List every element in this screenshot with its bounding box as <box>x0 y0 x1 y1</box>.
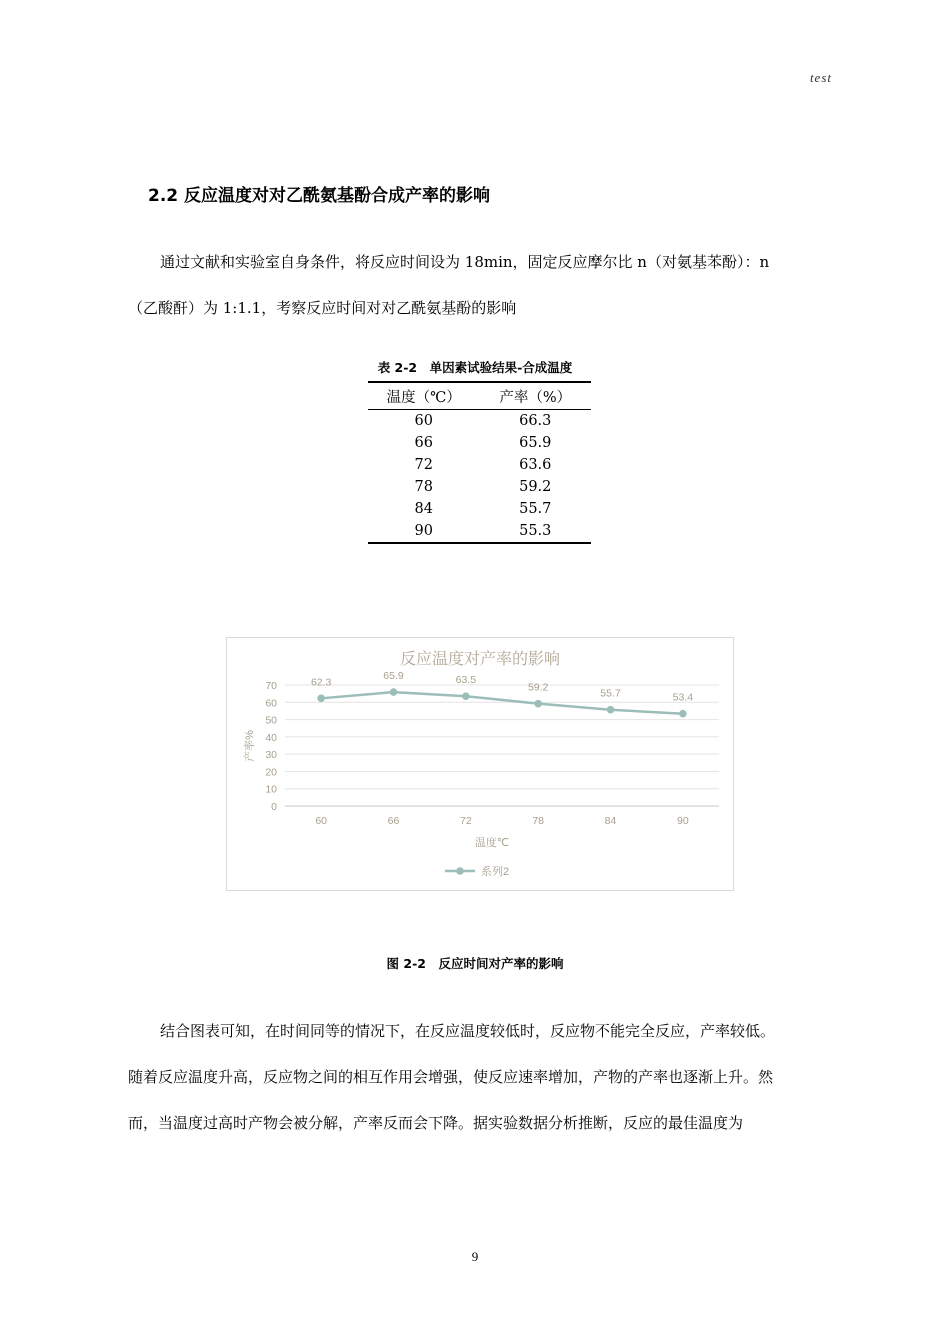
legend-label: 系列2 <box>481 866 510 878</box>
data-label: 59.2 <box>527 681 549 694</box>
y-tick-label: 20 <box>265 766 277 779</box>
data-point <box>534 700 542 708</box>
y-axis-title: 产率% <box>244 730 256 762</box>
cell-temperature: 90 <box>368 520 480 543</box>
legend-swatch-marker <box>456 867 464 875</box>
cell-yield: 66.3 <box>519 413 552 429</box>
data-point <box>607 706 615 714</box>
y-tick-label: 10 <box>265 783 277 796</box>
intro-paragraph <box>128 239 836 331</box>
series-line <box>321 692 683 714</box>
running-header: test <box>809 70 832 85</box>
table-row <box>368 454 591 476</box>
y-tick-label: 40 <box>265 731 277 744</box>
cell-yield: 65.9 <box>519 435 552 451</box>
x-tick-label: 60 <box>315 815 328 827</box>
cell-yield: 63.6 <box>519 457 552 473</box>
table-row <box>368 476 591 498</box>
cell-temperature: 72 <box>414 457 433 473</box>
cell-yield: 55.3 <box>480 520 592 543</box>
data-label: 53.4 <box>672 691 694 704</box>
x-tick-label: 66 <box>387 815 400 827</box>
cell-temperature: 60 <box>414 413 433 429</box>
x-tick-label: 90 <box>676 815 689 827</box>
table-row <box>368 432 591 454</box>
table-row <box>368 410 591 433</box>
data-label: 63.5 <box>455 674 477 687</box>
data-label: 55.7 <box>600 687 621 700</box>
conclusion-paragraph <box>128 1008 836 1146</box>
y-tick-label: 50 <box>265 714 277 727</box>
y-tick-label: 70 <box>265 680 277 692</box>
x-tick-label: 78 <box>532 815 545 827</box>
yield-chart <box>226 637 734 891</box>
cell-temperature: 84 <box>414 501 433 517</box>
data-point <box>462 692 470 700</box>
figure-caption: 图 2-2 反应时间对产率的影响 <box>386 956 564 971</box>
data-label: 62.3 <box>310 676 332 689</box>
conclusion-line-3: 而，当温度过高时产物会被分解，产率反而会下降。据实验数据分析推断，反应的最佳温度为 <box>128 1114 744 1132</box>
table-caption: 表 2-2 单因素试验结果-合成温度 <box>377 360 573 375</box>
chart-title: 反应温度对产率的影响 <box>399 651 561 668</box>
header-temperature: 温度（℃） <box>368 382 480 410</box>
y-tick-label: 0 <box>271 801 277 813</box>
header-yield: 产率（%） <box>480 382 592 410</box>
x-tick-label: 84 <box>604 815 617 827</box>
cell-temperature: 66 <box>414 435 433 451</box>
x-axis-title: 温度℃ <box>474 837 510 849</box>
data-point <box>317 695 325 703</box>
chart-canvas <box>227 638 733 890</box>
cell-temperature: 78 <box>414 479 433 495</box>
results-table <box>368 381 591 544</box>
intro-line-1: 通过文献和实验室自身条件，将反应时间设为 18min，固定反应摩尔比 n（对氨基苯酚）：n <box>160 253 770 271</box>
table-row <box>368 498 591 520</box>
table-row <box>368 520 591 543</box>
conclusion-line-2: 随着反应温度升高，反应物之间的相互作用会增强，使反应速率增加，产物的产率也逐渐上升。然 <box>128 1068 774 1086</box>
page-number: 9 <box>471 1249 479 1264</box>
conclusion-line-1: 结合图表可知，在时间同等的情况下，在反应温度较低时，反应物不能完全反应，产率较低。 <box>160 1022 776 1040</box>
cell-yield: 55.7 <box>519 501 552 517</box>
data-point <box>390 688 398 696</box>
x-tick-label: 72 <box>459 815 472 827</box>
intro-line-2: （乙酸酐）为 1:1.1，考察反应时间对对乙酰氨基酚的影响 <box>128 299 517 317</box>
data-point <box>679 710 687 718</box>
cell-yield: 59.2 <box>519 479 552 495</box>
data-label: 65.9 <box>383 670 404 683</box>
y-tick-label: 30 <box>265 749 277 762</box>
section-title: 2.2 反应温度对对乙酰氨基酚合成产率的影响 <box>148 186 491 206</box>
table-header-row <box>368 382 591 410</box>
y-tick-label: 60 <box>265 697 277 710</box>
